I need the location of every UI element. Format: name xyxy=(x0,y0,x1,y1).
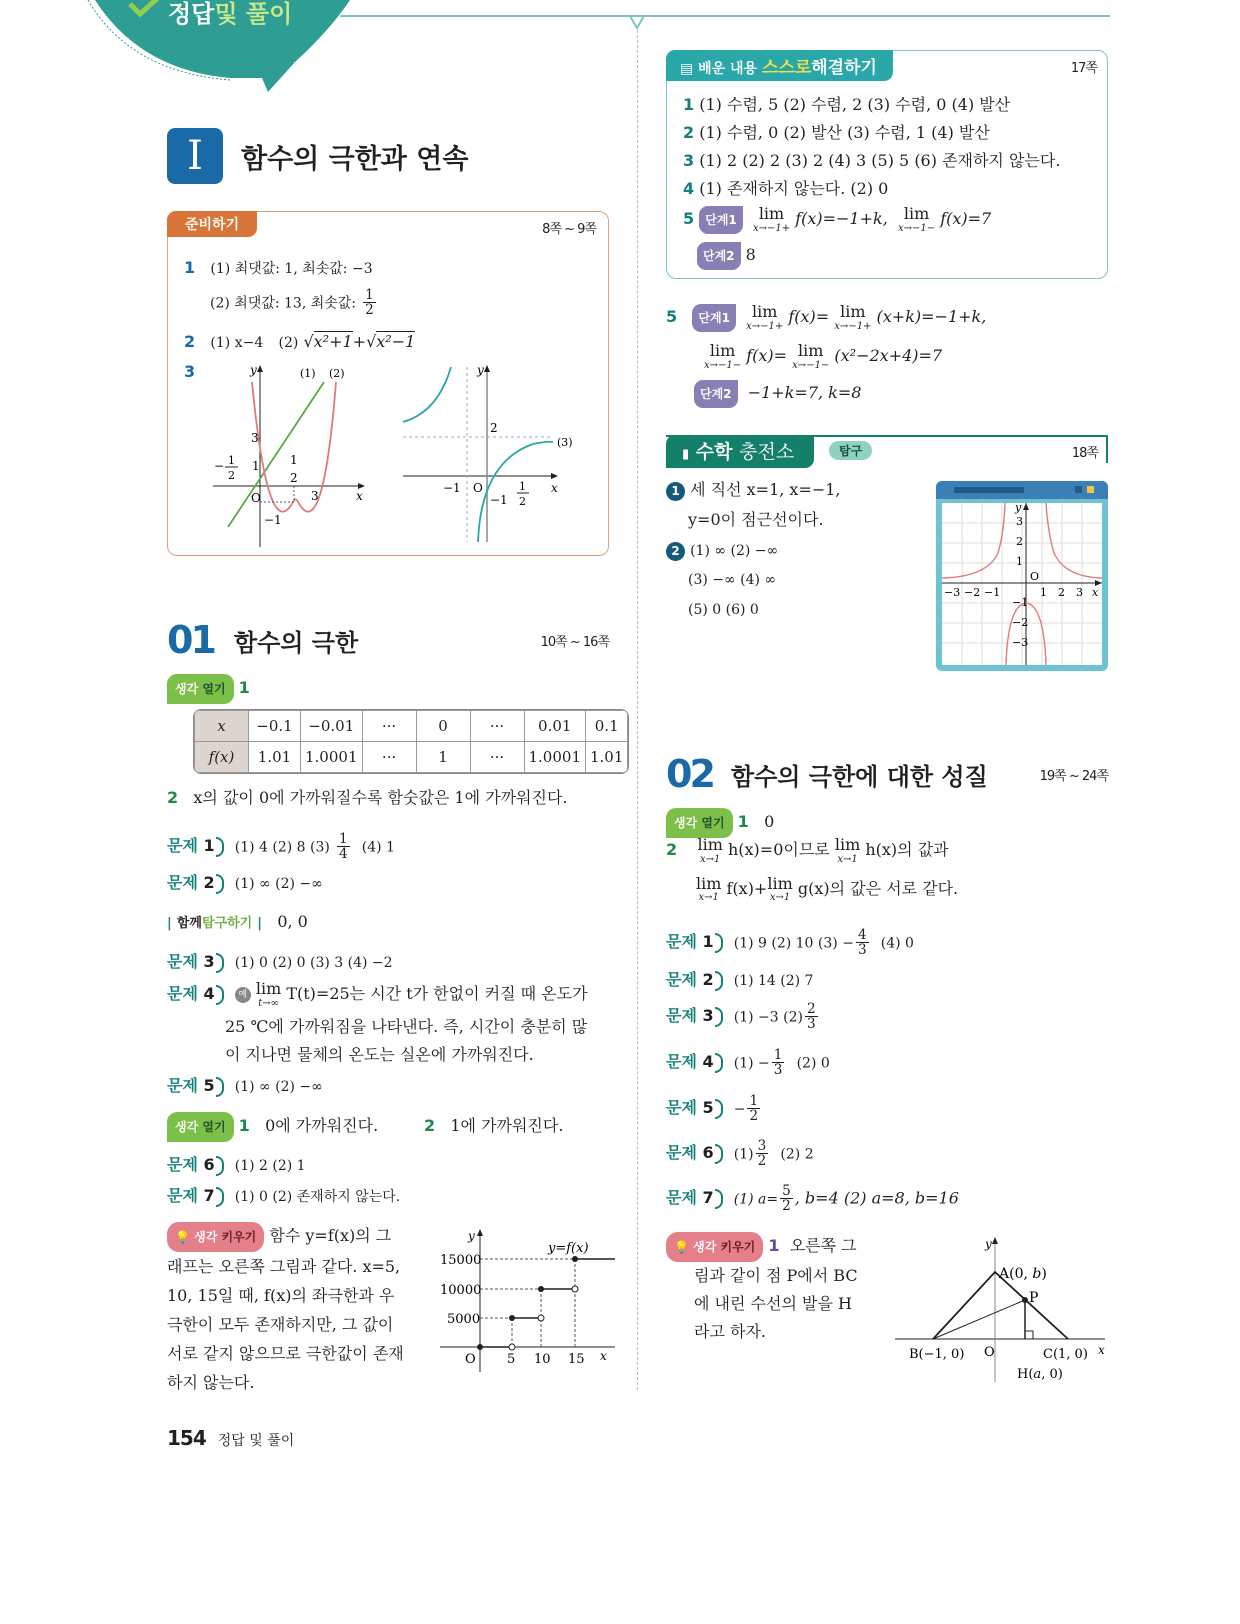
svg-text:3: 3 xyxy=(311,489,319,503)
svg-text:y=f(x): y=f(x) xyxy=(548,1241,589,1256)
section-pages: 19쪽 ~ 24쪽 xyxy=(1039,768,1108,784)
page-number: 154 xyxy=(167,1426,206,1450)
svg-text:A(0, b): A(0, b) xyxy=(999,1266,1047,1282)
s1-problem-3: 문제 3 (1) 0 (2) 0 (3) 3 (4) −2 xyxy=(167,952,393,971)
charge-box xyxy=(666,435,1108,675)
svg-text:(3): (3) xyxy=(557,436,573,449)
step-function-graph xyxy=(440,1222,615,1372)
solution-5: 5 단계1 lim x→−1+ f(x)= lim x→−1+ (x+k)=−1+k, lim x→−1− f(x)= lim x→−1− (x²−2x+4)=7 단계2 −1+k=7, k=8 xyxy=(666,303,1116,408)
self-row-3: 3 (1) 2 (2) 2 (3) 2 (4) 3 (5) 5 (6) 존재하지 않는다. xyxy=(683,151,1061,170)
svg-text:O: O xyxy=(473,481,483,495)
s1-problem-6: 문제 6 (1) 2 (2) 1 xyxy=(167,1155,306,1174)
svg-text:1: 1 xyxy=(252,459,260,473)
section-title: 함수의 극한 xyxy=(233,628,359,657)
svg-text:2: 2 xyxy=(519,495,526,508)
svg-text:C(1, 0): C(1, 0) xyxy=(1043,1347,1088,1362)
svg-text:−1: −1 xyxy=(1012,596,1029,609)
svg-text:O: O xyxy=(251,491,261,505)
page-label: 정답 및 풀이 xyxy=(217,1433,295,1449)
battery-icon: ▮ xyxy=(682,447,690,462)
s1-problem-2: 문제 2 (1) ∞ (2) −∞ xyxy=(167,873,323,892)
prep-q1: 1 (1) 최댓값: 1, 최솟값: −3 xyxy=(184,258,373,277)
page-footer xyxy=(167,1426,294,1450)
svg-text:−1: −1 xyxy=(264,513,282,527)
prep-q2: 2 (1) x−4 (2) √x²+1+√x²−1 xyxy=(184,332,416,351)
svg-text:−3: −3 xyxy=(1012,636,1029,649)
prep-label: 준비하기 xyxy=(167,211,257,237)
s2-q2: 2 lim x→1 h(x)=0이므로 lim x→1 h(x)의 값과 lim x→1 f(x)+ lim x→1 g(x)의 값은 서로 같다. xyxy=(666,835,959,904)
example-icon: 예 xyxy=(235,987,251,1003)
s1-problem-4: 문제 4 예 lim t→∞ T(t)=25는 시간 t가 한없이 커질 때 온도가 25 ℃에 가까워짐을 나타낸다. 즉, 시간이 충분히 많 이 지나면 물체의 온도는 실온에 가까워진다. xyxy=(167,979,588,1064)
svg-text:−1: −1 xyxy=(984,586,1001,599)
prep-pages: 8쪽 ~ 9쪽 xyxy=(542,222,596,237)
self-row-5: 5 단계1 lim x→−1+ f(x)=−1+k, lim x→−1− f(x)=7 xyxy=(683,204,992,234)
svg-text:−2: −2 xyxy=(964,586,981,599)
s1-open-2: 생각 열기 1 0에 가까워진다. 2 1에 가까워진다. xyxy=(167,1112,563,1142)
svg-text:x: x xyxy=(356,489,363,503)
fx-table xyxy=(193,709,629,774)
svg-text:2: 2 xyxy=(290,471,298,485)
section-number: 01 xyxy=(167,618,214,662)
s2-problem-2: 문제 2 (1) 14 (2) 7 xyxy=(666,970,814,989)
svg-text:−1: −1 xyxy=(443,481,461,495)
svg-text:3: 3 xyxy=(251,431,259,445)
chapter-numeral-box: I xyxy=(167,128,223,184)
self-row-5-step2: 단계2 8 xyxy=(697,241,756,270)
svg-text:3: 3 xyxy=(1076,586,1083,599)
svg-text:O: O xyxy=(1030,570,1040,583)
s2-problem-6: 문제 6 (1) $\frac{3}{2}$ (2) 2 xyxy=(666,1138,814,1170)
banner-title: 정답및 풀이 xyxy=(168,0,293,28)
charge-title: ▮ 수학 충전소 xyxy=(666,435,814,468)
section-02-header xyxy=(666,752,1108,796)
column-divider xyxy=(637,30,638,1390)
svg-text:1: 1 xyxy=(228,454,235,467)
svg-text:y: y xyxy=(985,1237,992,1251)
s1-problem-1: 문제 1 (1) 4 (2) 8 (3) $\frac{1}{4}$ (4) 1 xyxy=(167,831,395,863)
prep-box xyxy=(167,211,609,556)
svg-text:−2: −2 xyxy=(1012,616,1029,629)
svg-text:x: x xyxy=(600,1349,607,1363)
svg-text:10000: 10000 xyxy=(440,1283,482,1298)
self-row-4: 4 (1) 존재하지 않는다. (2) 0 xyxy=(683,179,889,198)
svg-text:y: y xyxy=(1015,503,1022,514)
chapter-title: 함수의 극한과 연속 xyxy=(241,143,469,175)
charge-q2: 2 (1) ∞ (2) −∞ xyxy=(666,536,778,565)
charge-q2-line2: (3) −∞ (4) ∞ xyxy=(688,572,777,588)
s2-problem-5: 문제 5 − $\frac{1}{2}$ xyxy=(666,1093,759,1125)
svg-text:O: O xyxy=(984,1345,995,1360)
svg-text:2: 2 xyxy=(1058,586,1065,599)
window-titlebar xyxy=(936,481,1108,499)
s1-grow: 💡 생각 키우기 함수 y=f(x)의 그 래프는 오른쪽 그림과 같다. x=5, 10, 15일 때, f(x)의 좌극한과 우 극한이 모두 존재하지만, 그 값이 서로 같지 않으므로 극한값이 존재 하지 않는다. xyxy=(167,1222,427,1397)
charge-q1: 1 세 직선 x=1, x=−1, xyxy=(666,476,841,504)
svg-text:y: y xyxy=(477,363,484,377)
triangle-diagram xyxy=(895,1232,1115,1382)
svg-text:10: 10 xyxy=(534,1352,551,1367)
section-number: 02 xyxy=(666,752,713,796)
prep-q1b: (2) 최댓값: 13, 최솟값: $\frac{1}{2}$ xyxy=(210,287,374,319)
svg-text:O: O xyxy=(465,1352,476,1367)
graph-window xyxy=(936,481,1108,671)
section-title: 함수의 극한에 대한 성질 xyxy=(730,762,988,791)
svg-text:P: P xyxy=(1029,1290,1039,1306)
svg-text:−: − xyxy=(214,459,225,473)
svg-text:1: 1 xyxy=(1040,586,1047,599)
s1-problem-7: 문제 7 (1) 0 (2) 존재하지 않는다. xyxy=(167,1186,401,1205)
charge-q2-line3: (5) 0 (6) 0 xyxy=(688,602,759,618)
self-check-label: ▤ 배운 내용 스스로해결하기 xyxy=(666,50,893,81)
svg-text:(2): (2) xyxy=(329,367,345,380)
svg-text:−1: −1 xyxy=(490,493,508,507)
table-row: f(x) 1.01 1.0001 ··· 1 ··· 1.0001 1.01 xyxy=(195,742,628,773)
self-check-pages: 17쪽 xyxy=(1070,61,1097,76)
charge-tag: 탐구 xyxy=(829,441,872,460)
self-check-box xyxy=(666,50,1108,279)
svg-text:H(a, 0): H(a, 0) xyxy=(1017,1367,1063,1382)
svg-text:5: 5 xyxy=(507,1352,516,1367)
svg-text:3: 3 xyxy=(1016,515,1023,528)
charge-pages: 18쪽 xyxy=(1071,446,1098,461)
prep-graph-2 xyxy=(393,362,593,547)
svg-text:(1): (1) xyxy=(300,367,316,380)
svg-text:x: x xyxy=(1098,1343,1105,1357)
svg-text:15: 15 xyxy=(568,1352,585,1367)
svg-text:15000: 15000 xyxy=(440,1253,482,1268)
s2-problem-1: 문제 1 (1) 9 (2) 10 (3) − $\frac{4}{3}$ (4) 0 xyxy=(666,927,914,959)
prep-q3: 3 xyxy=(184,362,196,381)
svg-text:−3: −3 xyxy=(944,586,961,599)
svg-text:5000: 5000 xyxy=(447,1312,481,1327)
s2-problem-3: 문제 3 (1) −3 (2) $\frac{2}{3}$ xyxy=(666,1001,816,1033)
svg-text:1: 1 xyxy=(1016,555,1023,568)
notebook-icon: ▤ xyxy=(680,61,694,77)
svg-text:2: 2 xyxy=(1016,535,1023,548)
svg-text:1: 1 xyxy=(290,453,298,467)
s1-open-1: 생각 열기 1 xyxy=(167,674,250,704)
self-row-2: 2 (1) 수렴, 0 (2) 발산 (3) 수렴, 1 (4) 발산 xyxy=(683,123,990,142)
svg-text:y: y xyxy=(250,363,257,377)
svg-text:x: x xyxy=(551,481,558,495)
explore-together: | 함께탐구하기 | 0, 0 xyxy=(167,912,308,931)
rational-function-graph xyxy=(942,503,1102,665)
table-row: x −0.1 −0.01 ··· 0 ··· 0.01 0.1 xyxy=(195,711,628,742)
svg-text:x: x xyxy=(1092,586,1099,599)
section-pages: 10쪽 ~ 16쪽 xyxy=(540,634,609,650)
s2-grow: 💡 생각 키우기 1 오른쪽 그 림과 같이 점 P에서 BC 에 내린 수선의 발을 H 라고 하자. xyxy=(666,1232,886,1346)
s1-problem-5: 문제 5 (1) ∞ (2) −∞ xyxy=(167,1076,323,1095)
s2-problem-4: 문제 4 (1) − $\frac{1}{3}$ (2) 0 xyxy=(666,1047,830,1079)
svg-text:y: y xyxy=(468,1229,475,1243)
s1-q2: 2 x의 값이 0에 가까워질수록 함숫값은 1에 가까워진다. xyxy=(167,788,568,807)
charge-q1-line2: y=0이 점근선이다. xyxy=(688,510,824,529)
svg-text:2: 2 xyxy=(228,469,235,482)
svg-text:B(−1, 0): B(−1, 0) xyxy=(909,1347,965,1362)
section-01-header xyxy=(167,618,609,662)
svg-text:1: 1 xyxy=(519,480,526,493)
svg-text:2: 2 xyxy=(490,421,498,435)
s2-problem-7: 문제 7 (1) a= $\frac{5}{2}$ , b=4 (2) a=8, b=16 xyxy=(666,1183,959,1215)
chapter-header xyxy=(167,128,468,184)
self-row-1: 1 (1) 수렴, 5 (2) 수렴, 2 (3) 수렴, 0 (4) 발산 xyxy=(683,95,1011,114)
s2-open: 생각 열기 1 0 xyxy=(666,808,774,838)
